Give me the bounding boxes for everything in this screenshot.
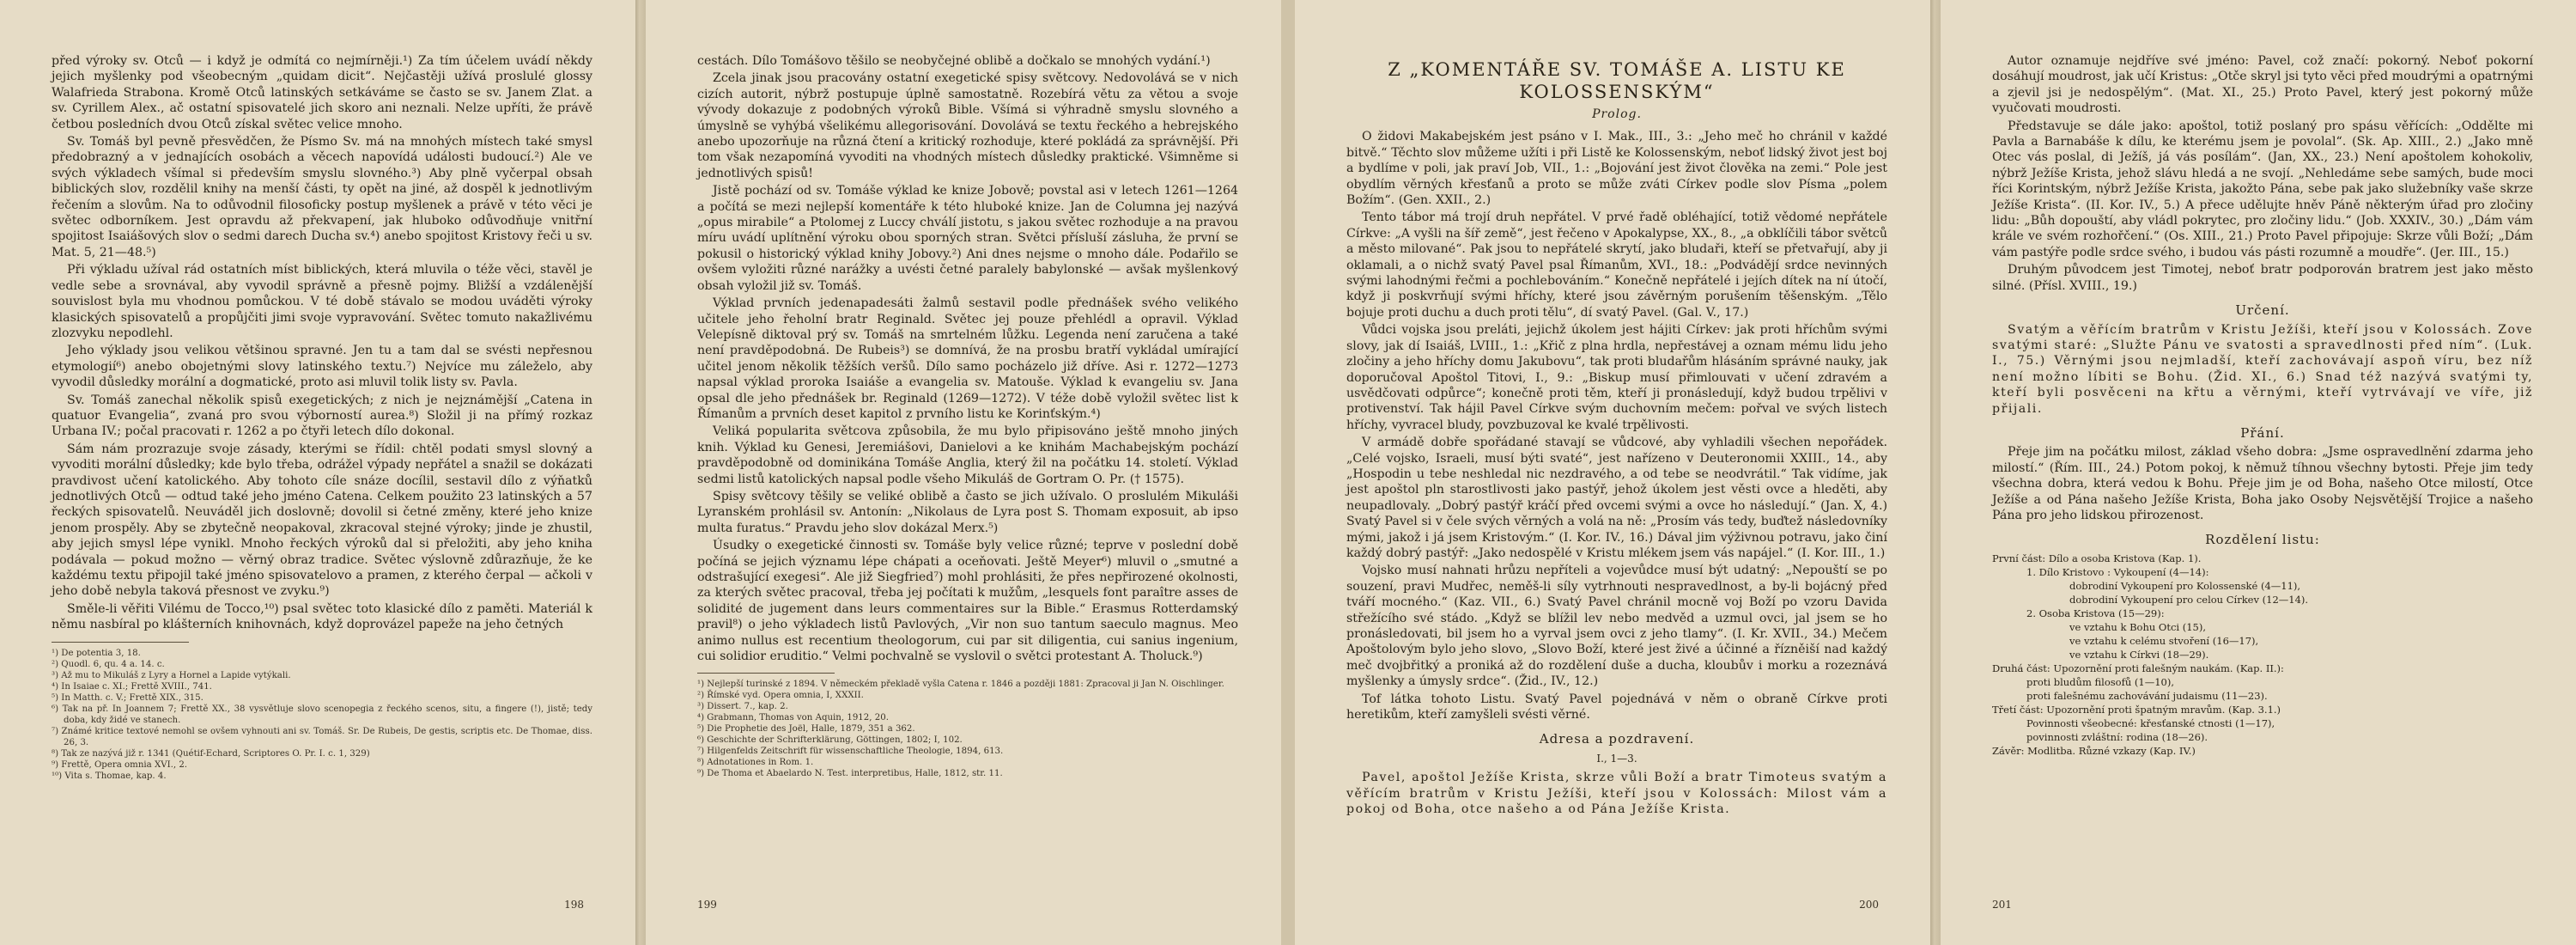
footnote: ¹) De potentia 3, 18.	[52, 648, 141, 658]
toc-entry: Závěr: Modlitba. Různé vzkazy (Kap. IV.)	[1992, 744, 2196, 757]
chapter-title: Z „KOMENTÁŘE SV. TOMÁŠE A. LISTU KE KOLOSSENSKÝM“	[1388, 59, 1846, 102]
page-198-text	[52, 53, 592, 893]
section-heading: Adresa a pozdravení.	[1539, 731, 1695, 747]
footnote: ⁵) Die Prophetie des Joël, Halle, 1879, 351 a 362.	[697, 724, 915, 735]
paragraph: Jistě pochází od sv. Tomáše výklad ke knize Jobově; povstal asi v letech 1261—1264 a počítá se mezi nejlepší komentáře k této hluboké knize. Jan de Columna jej nazývá „opus mirabile“ a Ptolomej z Luccy chválí jistotu, s jakou světec rozhoduje a na pravou míru uvádí uplítnění výroku obou sporných stran. Světci přísluší zásluha, že první se pokusil o historický výklad knihy Jobovy.²) Ani dnes nejsme o mnoho dále. Podařilo se ovšem vyložiti různé narážky a uvésti četné paralely babylonské — avšak myšlenkový obsah vyložil již sv. Tomáš.	[697, 184, 1238, 293]
toc-entry: Povinnosti všeobecné: křesťanské ctnosti (1—17),	[2026, 716, 2275, 729]
toc-entry: ve vztahu k celému stvoření (16—17),	[2069, 634, 2259, 647]
page-199	[646, 0, 1281, 945]
toc-entry: 1. Dílo Kristovo : Vykoupení (4—14):	[2026, 565, 2209, 578]
toc-entry: Druhá část: Upozornění proti falešným naukám. (Kap. II.):	[1992, 662, 2284, 674]
section-heading: Určení.	[2235, 302, 2290, 319]
toc-entry: Třetí část: Upozornění proti špatným mravům. (Kap. 3.1.)	[1992, 703, 2281, 716]
paragraph: Tof látka tohoto Listu. Svatý Pavel pojednává v něm o obraně Církve proti heretikům, kteří zamyšleli svésti věrné.	[1346, 692, 1887, 722]
paragraph: Veliká popularita světcova způsobila, že mu bylo připisováno ještě mnoho jiných knih. Výklad ku Genesi, Jeremiášovi, Danielovi a ke knihám Machabejským pochází pravděpodobně od dominikána Tomáše Anglia, který žil na počátku 14. století. Výklad sedmi listů katolických napsal podle všeho Mikuláš de Gortram O. Pr. († 1575).	[697, 424, 1238, 486]
footnote: ³) Až mu to Mikuláš z Lyry a Hornel a Lapide vytýkali.	[52, 670, 291, 680]
paragraph: Sv. Tomáš zanechal několik spisů exegetických; z nich je nejznámější „Catena in quatuor Evangelia“, zvaná pro svou výborností aurea.⁸) Složil ji na přímý rozkaz Urbana IV.; počal pracovati r. 1262 a po čtyři letech dílo dokonal.	[52, 393, 592, 439]
section-heading: Přání.	[2240, 424, 2285, 441]
paragraph: Spisy světcovy těšily se veliké oblibě a často se jich užívalo. O proslulém Mikuláši Lyranském prohlásil sv. Antonín: „Nikolaus de Lyra post S. Thomam exposuit, ab ipso multa furatus.“ Pravdu jeho slov dokázal Merx.⁵)	[697, 489, 1238, 535]
paragraph: Tento tábor má trojí druh nepřátel. V prvé řadě obléhající, totiž vědomé nepřátele Církve: „A vyšli na šíř země“, jest řečeno v Apokalypse, XX., 8., „a obklíčili tábor světců a město milované“. Pak jsou to nepřátelé skrytí, jako bludaři, kteří se přetvařují, aby ji oklamali, a o nichž svatý Pavel psal Římanům, XVI., 18.: „Podvádějí srdce nevinných svými lahodnými řečmi a pochlebováním.“ Konečně nepřátelé i jejích dítek na ní útočí, když ji poskvrňují svými hříchy, které jsou závěrným porušením těšenským. „Tělo bojuje proti duchu a duch proti tělu“, dí svatý Pavel. (Gal. V., 17.)	[1346, 210, 1887, 320]
paragraph: Vojsko musí nahnati hrůzu nepříteli a vojevůdce musí být udatný: „Nepouští se po souzení, pravi Mudřec, neměš-li síly vytrhnouti nespravedlnost, a by-li bojácný před tváří mocného.“ (Kaz. VII., 6.) Svatý Pavel chránil mocně voj Boží po vzoru Davida střežícího své stádo. „Když se blížil lev nebo medvěd a uzmul ovci, jal jsem se ho pronásledovati, bil jsem ho a vyrval jsem ovci z jeho tlamy“. (I. Kr. XVII., 34.) Mečem Apoštolovým bylo jeho slovo, „Slovo Boží, které jest živé a účinné a řízněiší nad každý meč dvojbřitký a proniká až do rozdělení duše a ducha, kloubův i morku a rozeznává myšlenky a úmysly srdce“. (Žid., IV., 12.)	[1346, 564, 1887, 689]
footnotes	[52, 648, 592, 782]
toc-entry: ve vztahu k Bohu Otci (15),	[2069, 620, 2207, 633]
toc-entry: 2. Osoba Kristova (15—29):	[2026, 607, 2165, 619]
footnote: ⁸) Tak ze nazývá již r. 1341 (Quétif-Echard, Scriptores O. Pr. I. c. 1, 329)	[52, 748, 370, 759]
paragraph: Úsudky o exegetické činnosti sv. Tomáše byly velice různé; teprve v poslední době počíná se jejich významu lépe chápati a oceňovati. Ještě Meyer⁶) mluvil o „smutné a odstrašující exegesi“. Ale již Siegfried⁷) mohl prohlásiti, že přes nepřirozené okolnosti, za kterých světec pracoval, třeba jej počítati k mužům, „lesquels font paraître asses de solidité de jugement dans leurs commentaires sur la Bible.“ Erasmus Rotterdamský pravil⁸) o jeho výkladech listů Pavlových, „Vir non suo tantum saeculo magnus. Meo animo nullus est recentium theologorum, cui par sit diligentia, cui sanius ingenium, cui solidior eruditio.“ Velmi pochvalně se vyslovil o světci protestant A. Tholuck.⁹)	[697, 539, 1238, 664]
page-198	[0, 0, 635, 945]
book-crease	[635, 0, 646, 945]
right-spread	[1295, 0, 2576, 945]
left-spread	[0, 0, 1281, 945]
paragraph: Zcela jinak jsou pracovány ostatní exegetické spisy světcovy. Nedovolává se v nich cizích autorit, nýbrž postupuje úplně samostatně. Rozebírá větu za větou a svoje vývody dokazuje z podobných výroků Bible. Všímá si výhradně smyslu slovného a úmyslně se vyhýbá všelikému allegorisování. Dovolává se textu řeckého a hebrejského anebo upozorňuje na různá čtení a kritický rozhoduje, které pokládá za správnější. Při tom však nezapomíná vyvoditi na vhodných místech důsledky praktické. Všimněme si jednotlivých spisů!	[697, 71, 1238, 180]
paragraph: před výroky sv. Otců — i když je odmítá co nejmírněji.¹) Za tím účelem uvádí někdy jejich myšlenky pod všeobecným „quidam dicit“. Nejčastěji užívá proslulé glossy Walafrieda Strabona. Kromě Otců latinských setkáváme se často se sv. Janem Zlat. a sv. Cyrillem Alex., ač ostatní spisovatelé jich skoro ani neznali. Nelze upříti, že právě četbou posledních dvou Otců získal světec velice mnoho.	[52, 54, 592, 131]
footnote: ⁷) Známé kritice textové nemohl se ovšem vyhnouti ani sv. Tomáš. Sr. De Rubeis, De gestis, scriptis etc. De Thomae, diss. 26, 3.	[52, 726, 592, 747]
footnote: ⁵) In Matth. c. V.; Frettě XIX., 315.	[52, 692, 204, 703]
paragraph: Při výkladu užíval rád ostatních míst biblických, která mluvila o téže věci, stavěl je vedle sebe a srovnával, aby vyvodil správně a přesně pojmy. Bližší a vzdálenější souvislost byla mu vhodnou pomůckou. V té době stávalo se modou uváděti výroky klasických spisovatelů a propůjčiti jimi svoje vypravování. Světec tomuto nakažlivému zlozvyku nepodlehl.	[52, 263, 592, 340]
footnote: ²) Římské vyd. Opera omnia, I, XXXII.	[697, 691, 864, 701]
prolog-heading: Prolog.	[1592, 107, 1642, 121]
paragraph: Jeho výklady jsou velikou většinou spravné. Jen tu a tam dal se svésti nepřesnou etymologií⁶) anebo obojetnými slovy latinského textu.⁷) Nejvíce mu záleželo, aby vyvodil důsledky morální a dogmatické, proto asi mluvil tolik listy sv. Pavla.	[52, 344, 592, 390]
paragraph: Směle-li věřiti Vilému de Tocco,¹⁰) psal světec toto klasické dílo z paměti. Materiál k němu nasbíral po klášterních knihovnách, když doprovázel papeže na jeho četných	[52, 601, 592, 632]
footnote: ⁹) De Thoma et Abaelardo N. Test. interpretibus, Halle, 1812, str. 11.	[697, 769, 1003, 779]
scan-gap	[1281, 0, 1295, 945]
page-199-text	[697, 53, 1238, 893]
toc-heading: Rozdělení listu:	[2205, 532, 2320, 548]
footnote: ⁴) Grabmann, Thomas von Aquin, 1912, 20.	[697, 713, 889, 723]
paragraph: Autor oznamuje nejdříve své jméno: Pavel, což značí: pokorný. Neboť pokorní dosáhují moudrost, jak učí Kristus: „Otče skryl jsi tyto věci před moudrými a opatrnými a zjevil jsi je nedospělým“. (Mat. XI., 25.) Proto Pavel, který jest pokorný může vyučovati moudrosti.	[1992, 54, 2533, 116]
footnote: ¹⁰) Vita s. Thomae, kap. 4.	[52, 771, 167, 781]
paragraph: Přeje jim na počátku milost, základ všeho dobra: „Jsme ospravedlnění zdarma jeho milostí.“ (Řím. III., 24.) Potom pokoj, k němuž tíhnou všechny bytosti. Přeje jim tedy všechna dobra, která vedou k Bohu. Přeje jim je od Boha, našeho Otce milostí, Otce Ježíše a od Pána našeho Ježíše Krista, Boha jako Osoby Nejsvětější Trojice a našeho Pána pro jeho lidskou přirozenost.	[1992, 445, 2533, 522]
page-200-text	[1346, 43, 1887, 893]
toc-entry: První část: Dílo a osoba Kristova (Kap. 1).	[1992, 552, 2202, 564]
footnote: ⁷) Hilgenfelds Zeitschrift für wissenschaftliche Theologie, 1894, 613.	[697, 747, 1004, 757]
paragraph: Druhým původcem jest Timotej, neboť bratr podporován bratrem jest jako město silné. (Přísl. XVIII., 19.)	[1992, 263, 2533, 293]
toc-entry: ve vztahu k Církvi (18—29).	[2069, 648, 2209, 661]
page-number: 198	[564, 899, 584, 911]
toc-entry: povinnosti zvláštní: rodina (18—26).	[2026, 730, 2208, 743]
paragraph: V armádě dobře spořádané stavají se vůdcové, aby vyhladili všechen nepořádek. „Celé vojsko, Israeli, musí býti svaté“, jest nařízeno v Deuteronomii XXIII., 14., aby „Hospodin u tebe neshledal nic nezdravého, a od tebe se neodvrátil.“ Tak vidíme, jak jest apoštol pln starostlivosti jako pastýř, jehož úkolem jest věsti ovce a hleděti, aby neupadlovaly. „Dobrý pastýř kráčí před ovcemi svými a ovce ho následují.“ (Jan. X, 4.) Svatý Pavel si v čele svých věrných a volá na ně: „Prosím vás tedy, buďtež následovníky mými, jakož i já jsem Kristovým.“ (I. Kor. IV., 16.) Dával jim výživnou potravu, jako činí každý dobrý pastýř: „Jako nedospělé v Kristu mlékem jsem vás napájel.“ (I. Kor. III., 1.)	[1346, 436, 1887, 560]
footnote-divider	[52, 642, 189, 643]
paragraph: cestách. Dílo Tomášovo těšilo se neobyčejné oblibě a dočkalo se mnohých vydání.¹)	[697, 54, 1211, 68]
toc-entry: proti bludům filosofů (1—10),	[2026, 675, 2175, 688]
paragraph: Výklad prvních jedenapadesáti žalmů sestavil podle přednášek svého velikého učitele jeho řeholní bratr Reginald. Světec jej pouze přehlédl a opravil. Výklad Velepísně diktoval prý sv. Tomáš na smrtelném lůžku. Legenda není zaručena a také není pravděpodobná. De Rubeis³) se domnívá, že na prosbu bratří vykládal umírající učitel jenom několik těžších veršů. Dílo samo pocházelo již dříve. Asi r. 1272—1273 napsal výklad proroka Isaiáše a evangelia sv. Matouše. Výklad k evangeliu sv. Jana opsal dle jeho přednášek br. Reginald (1269—1272). V téže době vyložil světec list k Římanům a prvních deset kapitol z prvního listu ke Korinťským.⁴)	[697, 296, 1238, 421]
page-number: 199	[697, 899, 717, 911]
footnote: ³) Dissert. 7., kap. 2.	[697, 702, 788, 712]
paragraph: Sám nám prozrazuje svoje zásady, kterými se řídil: chtěl podati smysl slovný a vyvoditi morální důsledky; kde bylo třeba, odrážel výpady nepřátel a snažil se dokázati pravdivost učení katolického. Aby tohoto cíle snáze docílil, sestavil dílo z výňatků jednotlivých Otců — odtud také jeho jméno Catena. Celkem použito 23 latinských a 57 řeckých spisovatelů. Neuváděl jich doslovně; dovolil si četné změny, které jeho knize jenom prospěly. Aby se zbytečně neopakoval, zkracoval stejné výroky; jinde je zhustil, aby jejich smysl lépe vynikl. Mnoho řeckých výroků dal si přeložiti, aby jeho kniha podávala — pokud možno — věrný obraz tradice. Světec výslovně zdůrazňuje, že ke každému textu připojil také jméno spisovatelovo a pramen, z kterého čerpal — ačkoli v jeho době nebyla taková přesnost ve zvyku.⁹)	[52, 442, 592, 599]
footnote: ⁶) Tak na př. In Joannem 7; Frettě XX., 38 vysvětluje slovo scenopegia z řeckého scenos, situ, a fingere (!), jistě; tedy doba, kdy židé ve stanech.	[52, 704, 592, 725]
toc-entry: dobrodiní Vykoupení pro celou Církev (12—14).	[2069, 593, 2309, 606]
footnote: ²) Quodl. 6, qu. 4 a. 14. c.	[52, 659, 165, 669]
footnotes	[697, 679, 1238, 779]
table-of-contents	[1992, 552, 2533, 758]
footnote: ⁴) In Isaiae c. XI.; Frettě XVIII., 741.	[52, 681, 212, 692]
paragraph: Sv. Tomáš byl pevně přesvědčen, že Písmo Sv. má na mnohých místech také smysl předobrazný a v jednajících osobách a věcech napovídá události budoucí.²) Ale ve svých výkladech všímal si především smyslu slovného.³) Aby plně vyčerpal obsah biblických slov, rozdělil knihy na menší části, ty opět na jiné, až dospěl k jednotlivým řečením a slovům. Na to odůvodnil filosoficky postup myšlenek a právě v této věci je světec odborníkem. Jest opravdu až překvapení, jak hluboko odůvodňuje vnitřní spojitost Isaiášových slov o sedmi darech Ducha sv.⁴) anebo spojitost Kristovy řeči u sv. Mat. 5, 21—48.⁵)	[52, 135, 592, 259]
footnote: ⁶) Geschichte der Schrifterklärung, Göttingen, 1802; I, 102.	[697, 735, 963, 746]
verse-reference: I., 1—3.	[1596, 752, 1637, 765]
paragraph: Vůdci vojska jsou preláti, jejichž úkolem jest hájiti Církev: jak proti hříchům svými slovy, jak dí Isaiáš, LVIII., 1.: „Křič z plna hrdla, nepřestávej a oznam mému lidu jeho zločiny a jeho hříchy domu Jakubovu“, tak proti bludařům hlásáním správné nauky, jak doporučoval Apoštol Titovi, I., 9.: „Biskup musí přimlouvati v učení zdravém a usvědčovati odpůrce“; konečně proti těm, kteří ji pronásledují, když budou trpělivi v protivenství. Tak hájil Pavel Církve svým duchovním mečem: pořval ve svých listech hříchy, vyvracel bludy, povzbuzoval ke kvalé trpělivosti.	[1346, 323, 1887, 432]
book-crease	[1930, 0, 1941, 945]
paragraph: Svatým a věřícím bratrům v Kristu Ježíši, kteří jsou v Kolossách. Zove svatými staré: „Služte Pánu ve svatosti a spravedlnosti před ním“. (Luk. I., 75.) Věrnými jsou nejmladší, kteří zachovávají aspoň víru, bez níž není možno líbiti se Bohu. (Žid. XI., 6.) Snad též nazývá svatými ty, kteří byli posvěceni na křtu a věrnými, kteří vytrvávají ve víře, již přijali.	[1992, 322, 2533, 416]
footnote: ⁹) Frettě, Opera omnia XVI., 2.	[52, 759, 188, 770]
page-number: 201	[1992, 899, 2012, 911]
paragraph: Představuje se dále jako: apoštol, totiž poslaný pro spásu věřících: „Oddělte mi Pavla a Barnabáše k dílu, ke kterému jsem je povolal“. (Sk. Ap. XIII., 2.) „Jako mně Otec vás poslal, di Ježíš, já vás posílám“. (Jan, XX., 23.) Není apoštolem kohokoliv, nýbrž Ježíše Krista, jehož slávu hledá a ne svojí. „Nehledáme sebe samých, bude moci říci Korintským, nýbrž Ježíše Krista, jakožto Pána, sebe pak jako služebníky vaše skrze Ježíše Krista“. (II. Kor. IV., 5.) A přece udělujte hněv Páně některým úřad pro zločiny lidu: „Bůh dopouští, aby vládl pokrytec, pro zločiny lidu.“ (Job. XXXIV., 30.) „Dám vám krále ve svém rozhořčení.“ (Os. XIII., 21.) Proto Pavel připojuje: Skrze vůli Boží; „Dám vám pastýře podle srdce svého, i budou vás pásti rozumně a moudře“. (Jer. III., 15.)	[1992, 119, 2533, 259]
page-201-text	[1992, 53, 2533, 893]
paragraph: O židovi Makabejském jest psáno v I. Mak., III., 3.: „Jeho meč ho chránil v každé bitvě.“ Těchto slov můžeme užíti i při Listě ke Kolossenským, neboť lidský život jest boj a bydlíme v poli, jak praví Job, VII., 1.: „Bojování jest život člověka na zemi.“ Pole jest obydlím věrných křesťanů a proto se může zváti Církev podle slov Písma „polem Božím“. (Gen. XXII., 2.)	[1346, 130, 1887, 208]
page-200	[1295, 0, 1930, 945]
footnote: ¹) Nejlepší turinské z 1894. V německém překladě vyšla Catena r. 1846 a později 1881: Zpracoval ji Jan N. Oischlinger.	[697, 680, 1224, 690]
footnote-divider	[697, 673, 835, 674]
toc-entry: proti falešnému zachovávání judaismu (11—23).	[2026, 689, 2268, 702]
address-text: Pavel, apoštol Ježíše Krista, skrze vůli Boží a bratr Timoteus svatým a věřícím bratrům v Kristu Ježíši, kteří jsou v Kolossách: Milost vám a pokoj od Boha, otce našeho a od Pána Ježíše Krista.	[1346, 771, 1887, 817]
page-number: 200	[1859, 899, 1879, 911]
toc-entry: dobrodiní Vykoupení pro Kolossenské (4—11),	[2069, 579, 2301, 592]
page-201	[1941, 0, 2576, 945]
footnote: ⁸) Adnotationes in Rom. 1.	[697, 758, 814, 768]
